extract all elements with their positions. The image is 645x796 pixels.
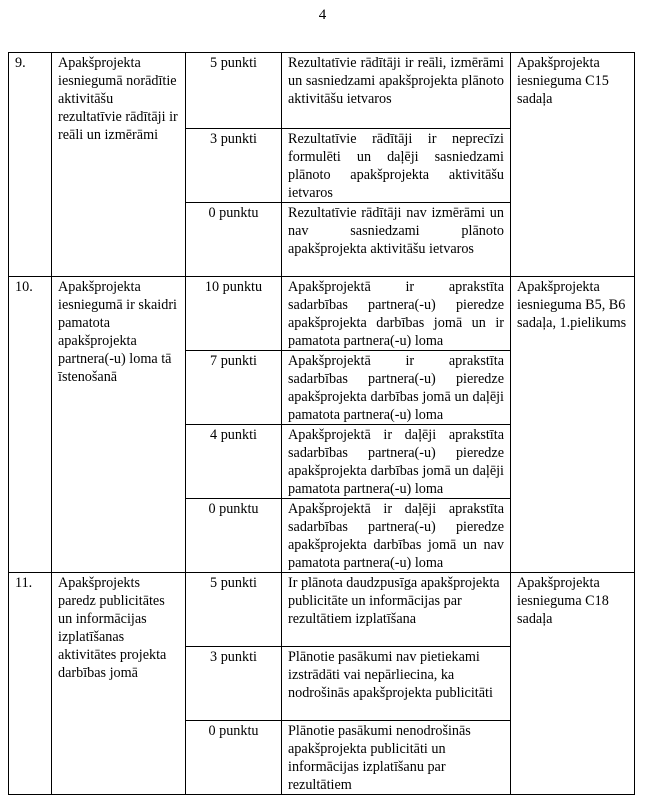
reference-cell: Apakšprojekta iesnieguma C15 sadaļa: [511, 53, 635, 277]
page-number: 4: [318, 7, 327, 23]
reference-cell: Apakšprojekta iesnieguma B5, B6 sadaļa, 1.pielikums: [511, 277, 635, 573]
description-cell: [282, 425, 511, 499]
evaluation-criteria-table: [8, 52, 635, 795]
points-cell: 5 punkti: [186, 53, 282, 129]
criterion-row-9: [9, 53, 635, 129]
description-cell: [282, 647, 511, 721]
description-text: Ir plānota daudzpusīga apakšprojekta publicitāte un informācijas par rezultātiem izplatīšana: [288, 575, 500, 627]
description-cell: [282, 721, 511, 795]
criterion-row-10: [9, 277, 635, 351]
description-cell: [282, 499, 511, 573]
criterion-row-11: [9, 573, 635, 647]
description-text: Plānotie pasākumi nav pietiekami izstrādāti vai nepārliecina, ka nodrošinās apakšprojekta publicitāti: [288, 649, 493, 701]
points-cell: 7 punkti: [186, 351, 282, 425]
description-text: Rezultatīvie rādītāji ir neprecīzi formulēti un daļēji sasniedzami plānoto apakšprojekta aktivitāšu ietvaros: [288, 131, 504, 201]
reference-cell: Apakšprojekta iesnieguma C18 sadaļa: [511, 573, 635, 795]
description-cell: [282, 129, 511, 203]
points-cell: 0 punktu: [186, 499, 282, 573]
description-cell: [282, 573, 511, 647]
description-text: Apakšprojektā ir daļēji aprakstīta sadarbības partnera(-u) pieredze apakšprojekta darbības jomā un daļēji pamatota partnera(-u) loma: [288, 427, 504, 497]
description-text: Rezultatīvie rādītāji ir reāli, izmērāmi un sasniedzami apakšprojekta plānoto aktivitāšu ietvaros: [288, 55, 504, 107]
points-cell: 5 punkti: [186, 573, 282, 647]
description-cell: [282, 351, 511, 425]
description-text: Apakšprojektā ir aprakstīta sadarbības partnera(-u) pieredze apakšprojekta darbības jomā un ir pamatota partnera(-u) loma: [288, 279, 504, 349]
description-text: Plānotie pasākumi nenodrošinās apakšprojekta publicitāti un informācijas izplatīšanu par rezultātiem: [288, 723, 471, 793]
description-text: Rezultatīvie rādītāji nav izmērāmi un nav sasniedzami plānoto apakšprojekta aktivitāšu ietvaros: [288, 205, 504, 257]
criterion-text: Apakšprojekta iesniegumā norādītie aktivitāšu rezultatīvie rādītāji ir reāli un izmērāmi: [52, 53, 186, 277]
points-cell: 10 punktu: [186, 277, 282, 351]
description-cell: [282, 53, 511, 129]
criterion-number: 10.: [9, 277, 52, 573]
description-text: Apakšprojektā ir daļēji aprakstīta sadarbības partnera(-u) pieredze apakšprojekta darbības jomā un nav pamatota partnera(-u) loma: [288, 501, 504, 571]
description-text: Apakšprojektā ir aprakstīta sadarbības partnera(-u) pieredze apakšprojekta darbības jomā un daļēji pamatota partnera(-u) loma: [288, 353, 504, 423]
points-cell: 3 punkti: [186, 647, 282, 721]
description-cell: [282, 277, 511, 351]
points-cell: 4 punkti: [186, 425, 282, 499]
criterion-text: Apakšprojekta iesniegumā ir skaidri pamatota apakšprojekta partnera(-u) loma tā īstenošanā: [52, 277, 186, 573]
points-cell: 0 punktu: [186, 721, 282, 795]
criterion-number: 11.: [9, 573, 52, 795]
points-cell: 0 punktu: [186, 203, 282, 277]
criterion-number: 9.: [9, 53, 52, 277]
description-cell: [282, 203, 511, 277]
criterion-text: Apakšprojekts paredz publicitātes un informācijas izplatīšanas aktivitātes projekta darbības jomā: [52, 573, 186, 795]
points-cell: 3 punkti: [186, 129, 282, 203]
